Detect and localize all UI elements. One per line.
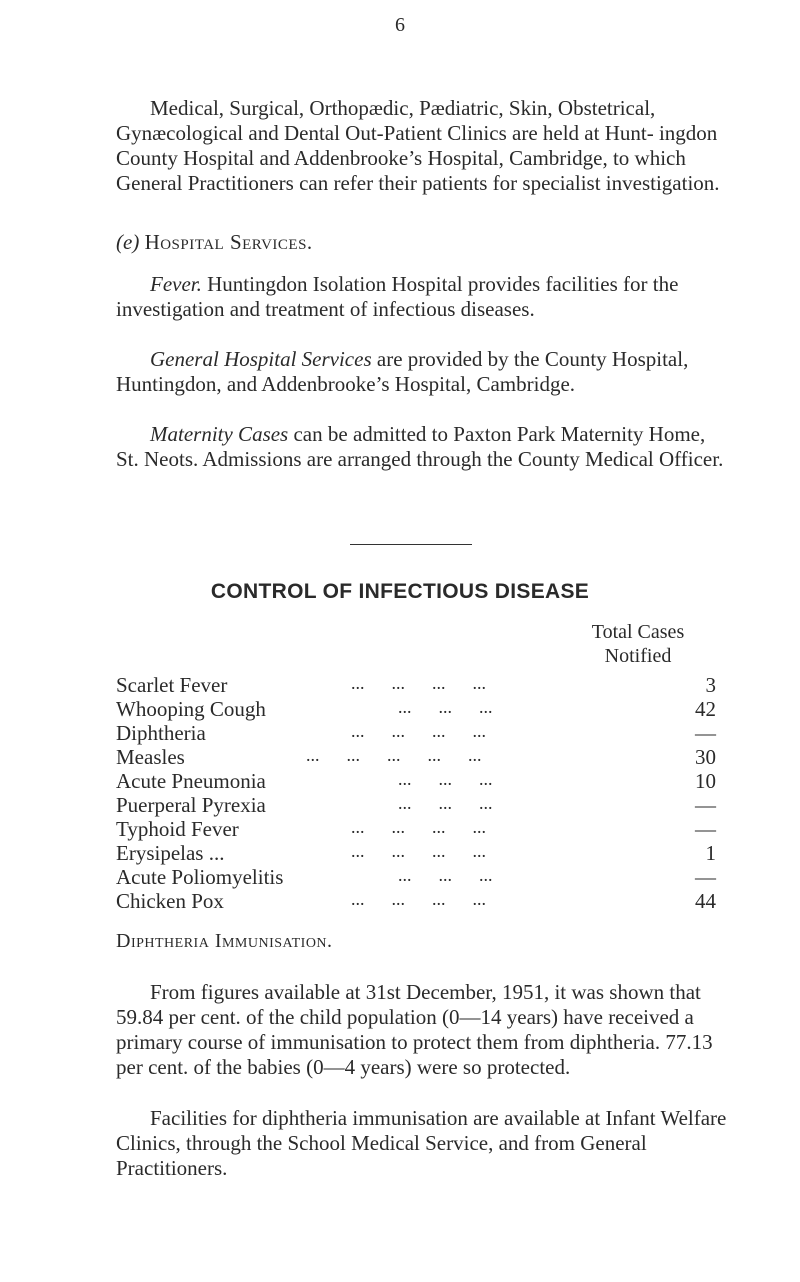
disease-name: Typhoid Fever (116, 817, 239, 841)
case-count: 30 (695, 745, 716, 769)
table-row (116, 721, 716, 745)
case-count: 3 (705, 673, 716, 697)
immunisation-paragraph-1: From figures available at 31st December, 1951, it was shown that 59.84 per cent. of the child population (0—14 years) have received a primary course of immunisation to protect them from diphtheria. 77.13 per cent. of the babies (0—4 years) were so protected. (116, 980, 713, 1079)
hospital-services-heading (116, 230, 730, 255)
table-row (116, 673, 716, 697)
general-paragraph (116, 347, 730, 397)
disease-name: Puerperal Pyrexia (116, 793, 266, 817)
disease-name: Measles (116, 745, 185, 769)
immunisation-paragraph-2: Facilities for diphtheria immunisation are available at Infant Welfare Clinics, through the School Medical Service, and from General Practitioners. (116, 1106, 727, 1180)
disease-name: Chicken Pox (116, 889, 224, 913)
disease-name: Diphtheria (116, 721, 206, 745)
table-title: CONTROL OF INFECTIOUS DISEASE (210, 580, 590, 603)
section-divider (350, 544, 472, 545)
table-row (116, 697, 716, 721)
maternity-paragraph (116, 422, 730, 472)
maternity-lead: Maternity Cases (150, 422, 289, 446)
table-row (116, 769, 716, 793)
fever-paragraph (116, 272, 730, 322)
fever-lead: Fever. (150, 272, 202, 296)
case-count: — (695, 817, 716, 841)
leader-dots: ... ... ... (398, 793, 493, 813)
table-row (116, 841, 716, 865)
table-row (116, 817, 716, 841)
case-count: — (695, 721, 716, 745)
leader-dots: ... ... ... (398, 769, 493, 789)
disease-name: Erysipelas ... (116, 841, 225, 865)
case-count: 42 (695, 697, 716, 721)
leader-dots: ... ... ... ... (351, 841, 486, 861)
maternity-text: can be admitted to Paxton Park Maternity Home, St. Neots. Admissions are arranged through the County Medical Officer. (116, 422, 724, 471)
general-lead: General Hospital Services (150, 347, 372, 371)
intro-paragraph: Medical, Surgical, Orthopædic, Pædiatric, Skin, Obstetrical, Gynæcological and Dental Out-Patient Clinics are held at Hunt- ingdon County Hospital and Addenbrooke’s Hospital, Cambridge, to which General Practitioners can refer their patients for specialist investigation. (116, 96, 720, 195)
table-row (116, 793, 716, 817)
column-header (548, 620, 728, 668)
table-row (116, 745, 716, 769)
disease-name: Whooping Cough (116, 697, 266, 721)
table-row (116, 889, 716, 913)
immunisation-heading: Diphtheria Immunisation. (116, 930, 333, 952)
general-text: are provided by the County Hospital, Huntingdon, and Addenbrooke’s Hospital, Cambridge. (116, 347, 689, 396)
leader-dots: ... ... ... ... (351, 817, 486, 837)
leader-dots: ... ... ... ... ... (306, 745, 482, 765)
leader-dots: ... ... ... (398, 865, 493, 885)
case-count: — (695, 865, 716, 889)
disease-name: Acute Pneumonia (116, 769, 266, 793)
page-number: 6 (395, 14, 405, 36)
case-count: — (695, 793, 716, 817)
leader-dots: ... ... ... ... (351, 721, 486, 741)
section-heading: Hospital Services. (144, 230, 313, 254)
column-header-line1: Total Cases (591, 621, 685, 643)
case-count: 10 (695, 769, 716, 793)
leader-dots: ... ... ... ... (351, 889, 486, 909)
table-row (116, 865, 716, 889)
fever-text: Huntingdon Isolation Hospital provides facilities for the investigation and treatment of infectious diseases. (116, 272, 679, 321)
section-label: (e) (116, 230, 140, 254)
case-count: 44 (695, 889, 716, 913)
leader-dots: ... ... ... (398, 697, 493, 717)
disease-name: Scarlet Fever (116, 673, 228, 697)
column-header-line2: Notified (604, 645, 672, 667)
disease-name: Acute Poliomyelitis (116, 865, 284, 889)
case-count: 1 (705, 841, 716, 865)
leader-dots: ... ... ... ... (351, 673, 486, 693)
